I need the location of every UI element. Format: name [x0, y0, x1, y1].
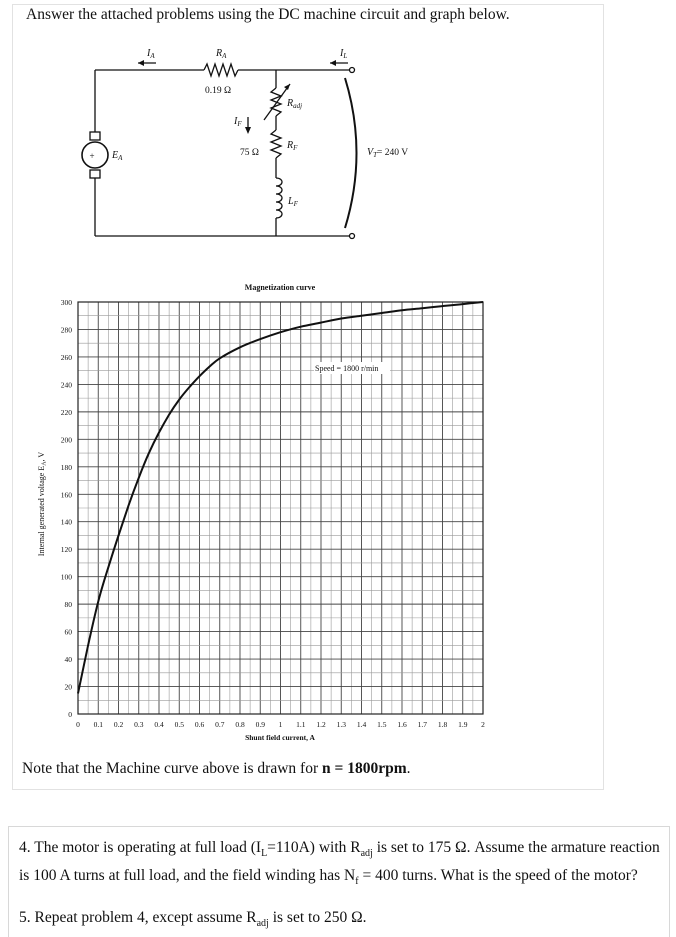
x-tick-label: 0.6 — [194, 720, 205, 729]
y-tick-label: 200 — [60, 435, 72, 445]
il-arrow-head — [330, 60, 336, 66]
instruction-text: Answer the attached problems using the DC machine circuit and graph below. — [26, 6, 510, 23]
plus-sign: + — [89, 151, 95, 161]
radj-label: $R_{adj}$ — [287, 98, 303, 110]
x-tick-label: 2 — [481, 720, 485, 729]
x-tick-label: 1.7 — [417, 720, 427, 729]
lf-inductor — [276, 178, 282, 218]
x-tick-label: 1.9 — [458, 720, 468, 729]
y-tick-label: 140 — [60, 517, 72, 527]
terminal-bottom — [350, 234, 355, 239]
ia-label: $I_A$ — [147, 48, 155, 60]
problem-5: 5. Repeat problem 4, except assume $R_{adj}$ is set to 250 Ω. — [19, 909, 367, 930]
x-tick-label: 0.3 — [134, 720, 144, 729]
y-tick-label: 40 — [64, 655, 72, 665]
rf-resistor — [271, 130, 281, 158]
ra-value: 0.19 Ω — [205, 86, 232, 96]
ia-arrow-head — [138, 60, 144, 66]
x-tick-label: 0.4 — [154, 720, 164, 729]
rf-label: $R_F$ — [287, 140, 298, 152]
y-tick-label: 180 — [60, 462, 72, 472]
y-tick-label: 120 — [60, 545, 72, 555]
y-tick-label: 160 — [60, 490, 72, 500]
ea-label: $E_A$ — [112, 150, 123, 162]
vt-brace — [345, 78, 357, 228]
brush-top — [90, 132, 100, 140]
y-tick-label: 0 — [68, 710, 72, 719]
x-tick-labels — [76, 720, 485, 729]
x-tick-label: 0.9 — [255, 720, 265, 729]
y-tick-label: 280 — [60, 325, 72, 335]
y-tick-label: 60 — [64, 627, 72, 637]
x-tick-label: 1.5 — [377, 720, 387, 729]
x-axis-label: Shunt field current, A — [245, 733, 315, 742]
problems-card — [8, 826, 670, 937]
x-tick-label: 1 — [278, 720, 283, 729]
x-tick-label: 0.2 — [113, 720, 124, 729]
if-label: $I_F$ — [234, 116, 242, 128]
x-tick-label: 0.8 — [235, 720, 245, 729]
chart-grid — [78, 302, 483, 714]
x-tick-label: 0 — [76, 720, 80, 729]
y-tick-label: 260 — [60, 352, 72, 362]
ra-resistor — [204, 64, 238, 76]
magnetization-chart — [37, 283, 485, 742]
lf-label: $L_F$ — [288, 196, 298, 208]
x-tick-label: 1.1 — [296, 720, 306, 729]
il-label: $I_L$ — [340, 48, 348, 60]
rpm-note: Note that the Machine curve above is drawn for n = 1800rpm. — [22, 760, 411, 777]
y-tick-label: 100 — [60, 572, 72, 582]
armature-circle — [82, 142, 108, 168]
terminal-top — [350, 68, 355, 73]
y-axis-label: Internal generated voltage EA, V — [37, 451, 48, 557]
y-tick-label: 240 — [60, 380, 72, 390]
x-tick-label: 0.5 — [174, 720, 184, 729]
vt-label: $V_T= 240$ V — [367, 147, 409, 159]
y-tick-label: 20 — [64, 682, 72, 692]
ra-label: $R_A$ — [216, 48, 227, 60]
problem-4: 4. The motor is operating at full load $(I_L=110A)$ with $R_{adj}$ is set to 175 Ω. Assume the armature reaction is 100 A turns at full load, and the field winding has $N_f = 400$ turns. What is the speed of the motor? — [19, 839, 660, 888]
x-tick-label: 0.7 — [215, 720, 225, 729]
y-tick-label: 80 — [64, 600, 72, 610]
x-tick-label: 1.3 — [336, 720, 346, 729]
x-tick-label: 1.2 — [316, 720, 326, 729]
x-tick-label: 1.4 — [356, 720, 367, 729]
y-tick-labels — [61, 298, 73, 719]
radj-resistor — [271, 88, 281, 116]
x-tick-label: 1.6 — [397, 720, 407, 729]
x-tick-label: 1.8 — [437, 720, 448, 729]
y-tick-label: 220 — [60, 407, 72, 417]
radj-arrow-head — [284, 84, 290, 90]
chart-title: Magnetization curve — [244, 283, 316, 292]
if-arrow-head — [245, 127, 251, 134]
curve-annotation: Speed = 1800 r/min — [315, 364, 379, 373]
x-tick-label: 0.1 — [93, 720, 103, 729]
brush-bottom — [90, 170, 100, 178]
rf-value: 75 Ω — [240, 148, 259, 158]
y-tick-label: 300 — [60, 298, 72, 307]
